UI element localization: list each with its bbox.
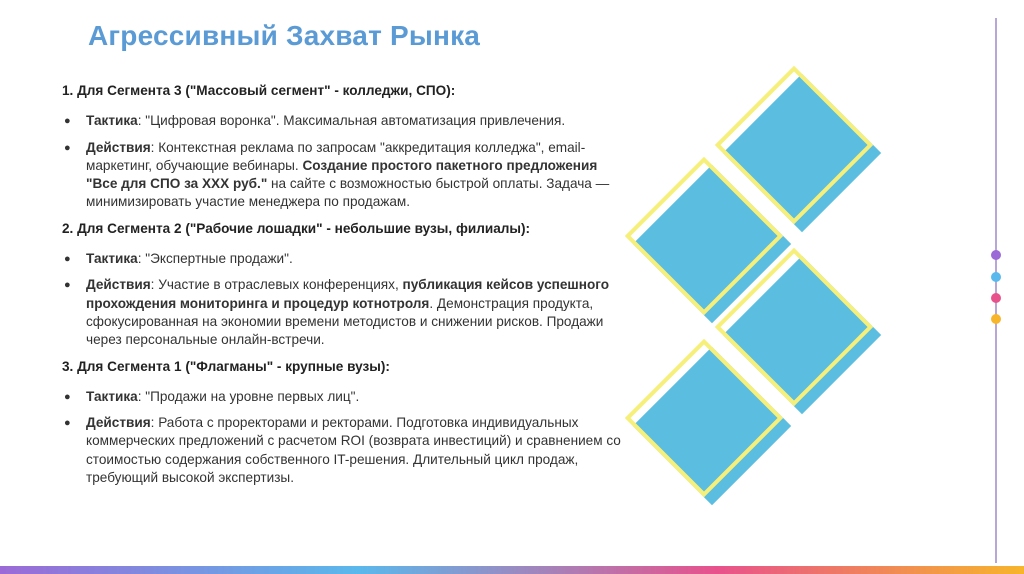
actions-text: : Контекстная реклама по запросам "аккредитация колледжа", email-маркетинг, обучающие вебинары.	[86, 139, 586, 173]
segment-block	[62, 358, 632, 488]
bullet-icon: ●	[64, 141, 71, 154]
tactic-label: Тактика	[86, 388, 138, 404]
bullet-list	[62, 112, 632, 211]
blue-dot-icon	[991, 272, 1001, 282]
segment-block	[62, 220, 632, 350]
list-item	[64, 414, 632, 487]
tactic-text: : "Цифровая воронка". Максимальная автоматизация привлечения.	[137, 113, 566, 129]
orange-dot-icon	[991, 314, 1001, 324]
segment-heading: 2. Для Сегмента 2 ("Рабочие лошадки" - небольшие вузы, филиалы):	[62, 220, 531, 236]
list-item	[64, 388, 632, 406]
bullet-icon: ●	[64, 253, 71, 266]
content-body	[62, 82, 632, 495]
bottom-gradient-bar	[0, 566, 1024, 574]
side-rule	[995, 18, 997, 563]
tactic-label: Тактика	[86, 251, 138, 267]
list-item	[64, 250, 632, 268]
actions-text-cont: . Демонстрация продукта, сфокусированная на экономии времени методистов и снижении рисков. Продажи через персональные онлайн-встречи.	[86, 295, 604, 348]
actions-label: Действия	[86, 139, 151, 155]
segment-heading: 1. Для Сегмента 3 ("Массовый сегмент" - колледжи, СПО):	[62, 83, 456, 98]
segment-heading: 3. Для Сегмента 1 ("Флагманы" - крупные вузы):	[62, 358, 390, 374]
decorative-diamonds	[610, 55, 910, 540]
actions-label: Действия	[86, 277, 151, 293]
bullet-icon: ●	[64, 390, 71, 403]
bullet-list	[62, 388, 632, 487]
tactic-text: : "Экспертные продажи".	[137, 251, 293, 267]
purple-dot-icon	[991, 250, 1001, 260]
list-item	[64, 139, 632, 212]
page-title: Агрессивный Захват Рынка	[88, 20, 481, 51]
tactic-label: Тактика	[86, 113, 138, 129]
actions-highlight: публикация кейсов успешного прохождения мониторинга и процедур котнотроля	[86, 277, 610, 311]
list-item	[64, 112, 632, 130]
segment-block	[62, 82, 632, 212]
pink-dot-icon	[991, 293, 1001, 303]
actions-text: : Работа с проректорами и ректорами. Подготовка индивидуальных коммерческих предложений с расчетом ROI (возврата инвестиций) и сравнением со стоимостью содержания собственного IT-решения. Длительный цикл продаж, требующий высокой экспертизы.	[86, 415, 621, 486]
actions-text-cont: на сайте с возможностью быстрой оплаты. Задача — минимизировать участие менеджера по продажам.	[86, 176, 610, 210]
tactic-text: : "Продажи на уровне первых лиц".	[137, 388, 360, 404]
bullet-icon: ●	[64, 417, 71, 430]
bullet-icon: ●	[64, 279, 71, 292]
actions-label: Действия	[86, 415, 151, 431]
list-item	[64, 276, 632, 349]
actions-highlight: Создание простого пакетного предложения "Все для СПО за ХХХ руб."	[86, 157, 598, 192]
bullet-list	[62, 250, 632, 349]
bullet-icon: ●	[64, 115, 71, 128]
actions-text: : Участие в отраслевых конференциях,	[150, 277, 403, 293]
